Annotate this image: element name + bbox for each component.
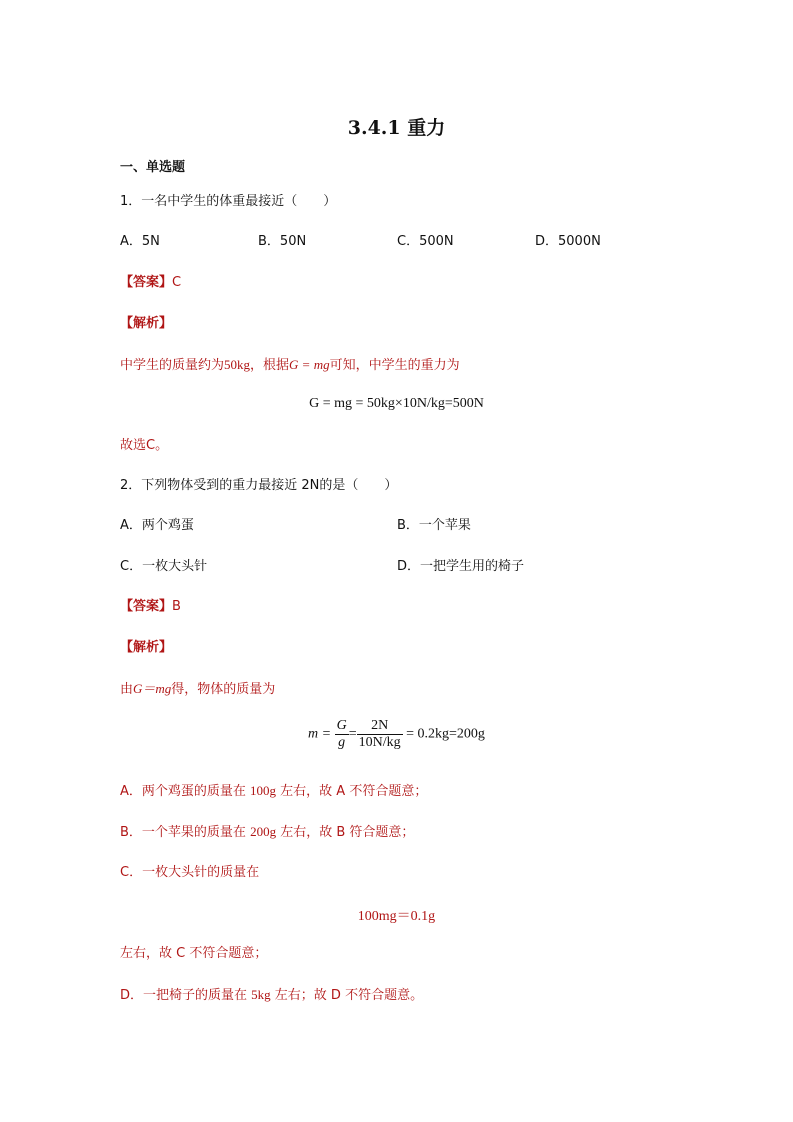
q1-conclusion: 故选C。 bbox=[120, 438, 169, 453]
fraction-g-over-g: $\frac{G}{g}$ bbox=[336, 718, 347, 750]
q2-analysis-text: 由G＝mg得，物体的质量为 bbox=[120, 681, 276, 697]
q2-option-d: D．一把学生用的椅子 bbox=[397, 559, 525, 574]
q1-answer bbox=[120, 275, 181, 291]
q1-option-d: D．5000N bbox=[535, 234, 601, 249]
q2-answer bbox=[120, 599, 181, 615]
question-2-stem: 2．下列物体受到的重力最接近 2N的是（ ） bbox=[120, 478, 398, 493]
answer-value: C bbox=[172, 275, 182, 290]
page-title: 3.4.1 重力 bbox=[347, 117, 446, 139]
q1-analysis-tag: 【解析】 bbox=[120, 316, 173, 331]
q1-option-b: B．50N bbox=[258, 234, 307, 249]
q2-analysis-tag: 【解析】 bbox=[120, 640, 173, 655]
q1-analysis-text: 中学生的质量约为50kg，根据G = mg可知，中学生的重力为 bbox=[120, 357, 460, 373]
inline-formula: G＝mg bbox=[133, 681, 172, 696]
q2-formula-block: m = $\frac{G}{g}$ = $\frac{2N}{10N/kg}$ = 0.2kg=200g bbox=[308, 718, 485, 750]
answer-value: B bbox=[172, 599, 181, 614]
answer-tag: 【答案】 bbox=[120, 275, 173, 290]
q2-explain-c: C．一枚大头针的质量在 bbox=[120, 865, 260, 880]
fraction-2n-over-10nkg: $\frac{2N}{10N/kg}$ bbox=[358, 718, 401, 750]
q2-explain-d: D．一把椅子的质量在 5kg 左右；故 D 不符合题意。 bbox=[120, 987, 424, 1003]
section-heading: 一、单选题 bbox=[120, 160, 186, 175]
q1-option-a: A．5N bbox=[120, 234, 160, 249]
q2-option-b: B．一个苹果 bbox=[397, 518, 471, 533]
answer-tag: 【答案】 bbox=[120, 599, 173, 614]
q1-formula-block: G = mg = 50kg×10N/kg=500N bbox=[309, 396, 484, 411]
inline-formula: G = mg bbox=[289, 357, 330, 372]
q2-explain-b: B．一个苹果的质量在 200g 左右，故 B 符合题意； bbox=[120, 824, 415, 840]
q2-option-a: A．两个鸡蛋 bbox=[120, 518, 194, 533]
q2-explain-c-after: 左右，故 C 不符合题意； bbox=[120, 946, 268, 961]
q1-option-c: C．500N bbox=[397, 234, 454, 249]
q2-formula-c: 100mg＝0.1g bbox=[357, 909, 436, 924]
q2-explain-a: A．两个鸡蛋的质量在 100g 左右，故 A 不符合题意； bbox=[120, 783, 428, 799]
question-1-stem: 1．一名中学生的体重最接近（ ） bbox=[120, 194, 337, 209]
q2-option-c: C．一枚大头针 bbox=[120, 559, 208, 574]
